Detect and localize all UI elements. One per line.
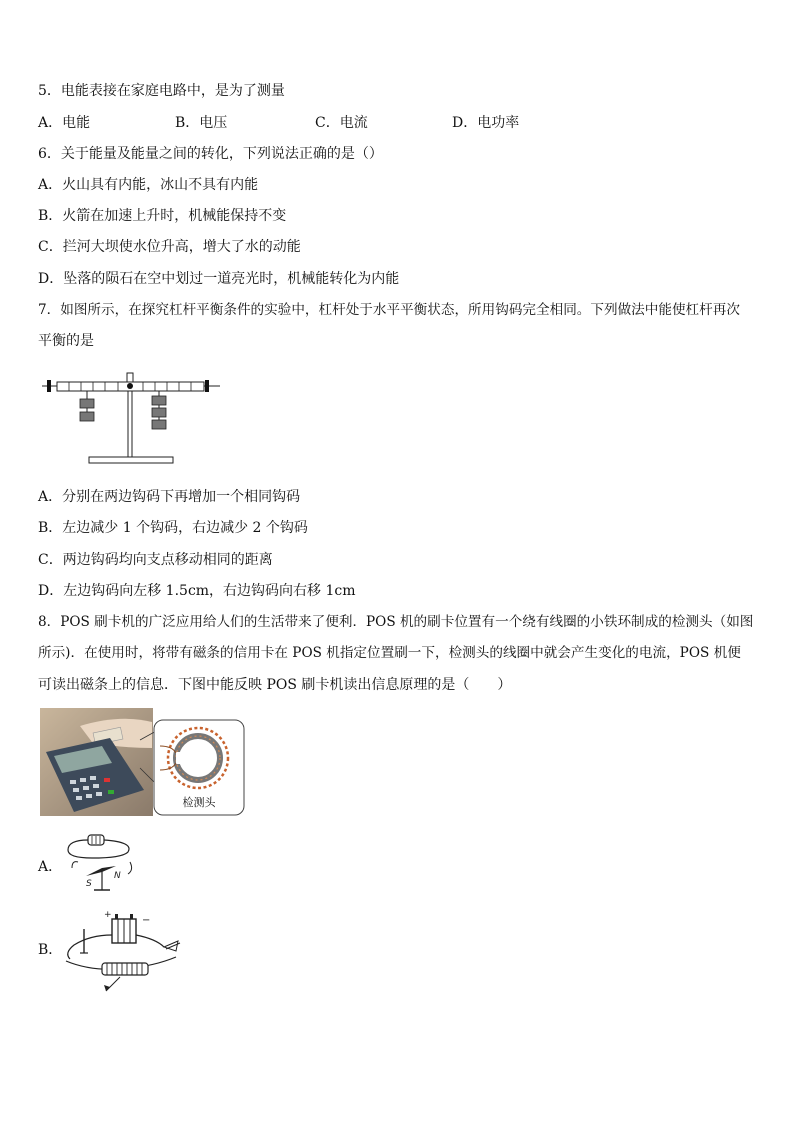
south-pole-label: S <box>86 879 92 889</box>
battery-minus-sign: − <box>142 915 151 926</box>
q7-option-a: A．分别在两边钩码下再增加一个相同钩码 <box>38 489 301 505</box>
q8-option-b-label: B． <box>38 942 63 958</box>
q5-option-d: D．电功率 <box>452 115 520 131</box>
lever-balance-figure <box>42 368 222 468</box>
q5-stem: 5．电能表接在家庭电路中，是为了测量 <box>38 83 285 99</box>
q7-stem-line2: 平衡的是 <box>38 333 94 349</box>
q5-option-a: A．电能 <box>38 115 91 131</box>
battery-plus-sign: + <box>104 910 112 920</box>
north-pole-label: N <box>114 871 121 881</box>
detector-caption: 检测头 <box>182 796 216 809</box>
q6-option-b: B．火箭在加速上升时，机械能保持不变 <box>38 208 287 224</box>
q6-option-a: A．火山具有内能，冰山不具有内能 <box>38 177 259 193</box>
q8-stem-line3: 可读出磁条上的信息．下图中能反映 POS 刷卡机读出信息原理的是（ ） <box>38 677 512 693</box>
q6-option-d: D．坠落的陨石在空中划过一道亮光时，机械能转化为内能 <box>38 271 400 287</box>
q6-option-c: C．拦河大坝使水位升高，增大了水的动能 <box>38 239 301 255</box>
q7-option-d: D．左边钩码向左移 1.5cm，右边钩码向右移 1cm <box>38 583 356 599</box>
q6-stem: 6．关于能量及能量之间的转化，下列说法正确的是（） <box>38 146 383 162</box>
q8-option-a-label: A． <box>38 859 63 875</box>
q7-option-b: B．左边减少 1 个钩码，右边减少 2 个钩码 <box>38 520 308 536</box>
q5-option-b: B．电压 <box>175 115 228 131</box>
q8-stem-line1: 8．POS 刷卡机的广泛应用给人们的生活带来了便利．POS 机的刷卡位置有一个绕有线圈的小铁环制成的检测头（如图 <box>38 614 754 630</box>
battery-circuit-figure <box>60 905 185 995</box>
q5-option-c: C．电流 <box>315 115 368 131</box>
compass-coil-figure <box>62 830 137 895</box>
q7-stem-line1: 7．如图所示，在探究杠杆平衡条件的实验中，杠杆处于水平平衡状态，所用钩码完全相同。下列做法中能使杠杆再次 <box>38 302 740 318</box>
pos-machine-figure <box>40 708 246 818</box>
q7-option-c: C．两边钩码均向支点移动相同的距离 <box>38 552 273 568</box>
q8-stem-line2: 所示)．在使用时，将带有磁条的信用卡在 POS 机指定位置刷一下，检测头的线圈中就会产生变化的电流，POS 机便 <box>38 645 741 661</box>
